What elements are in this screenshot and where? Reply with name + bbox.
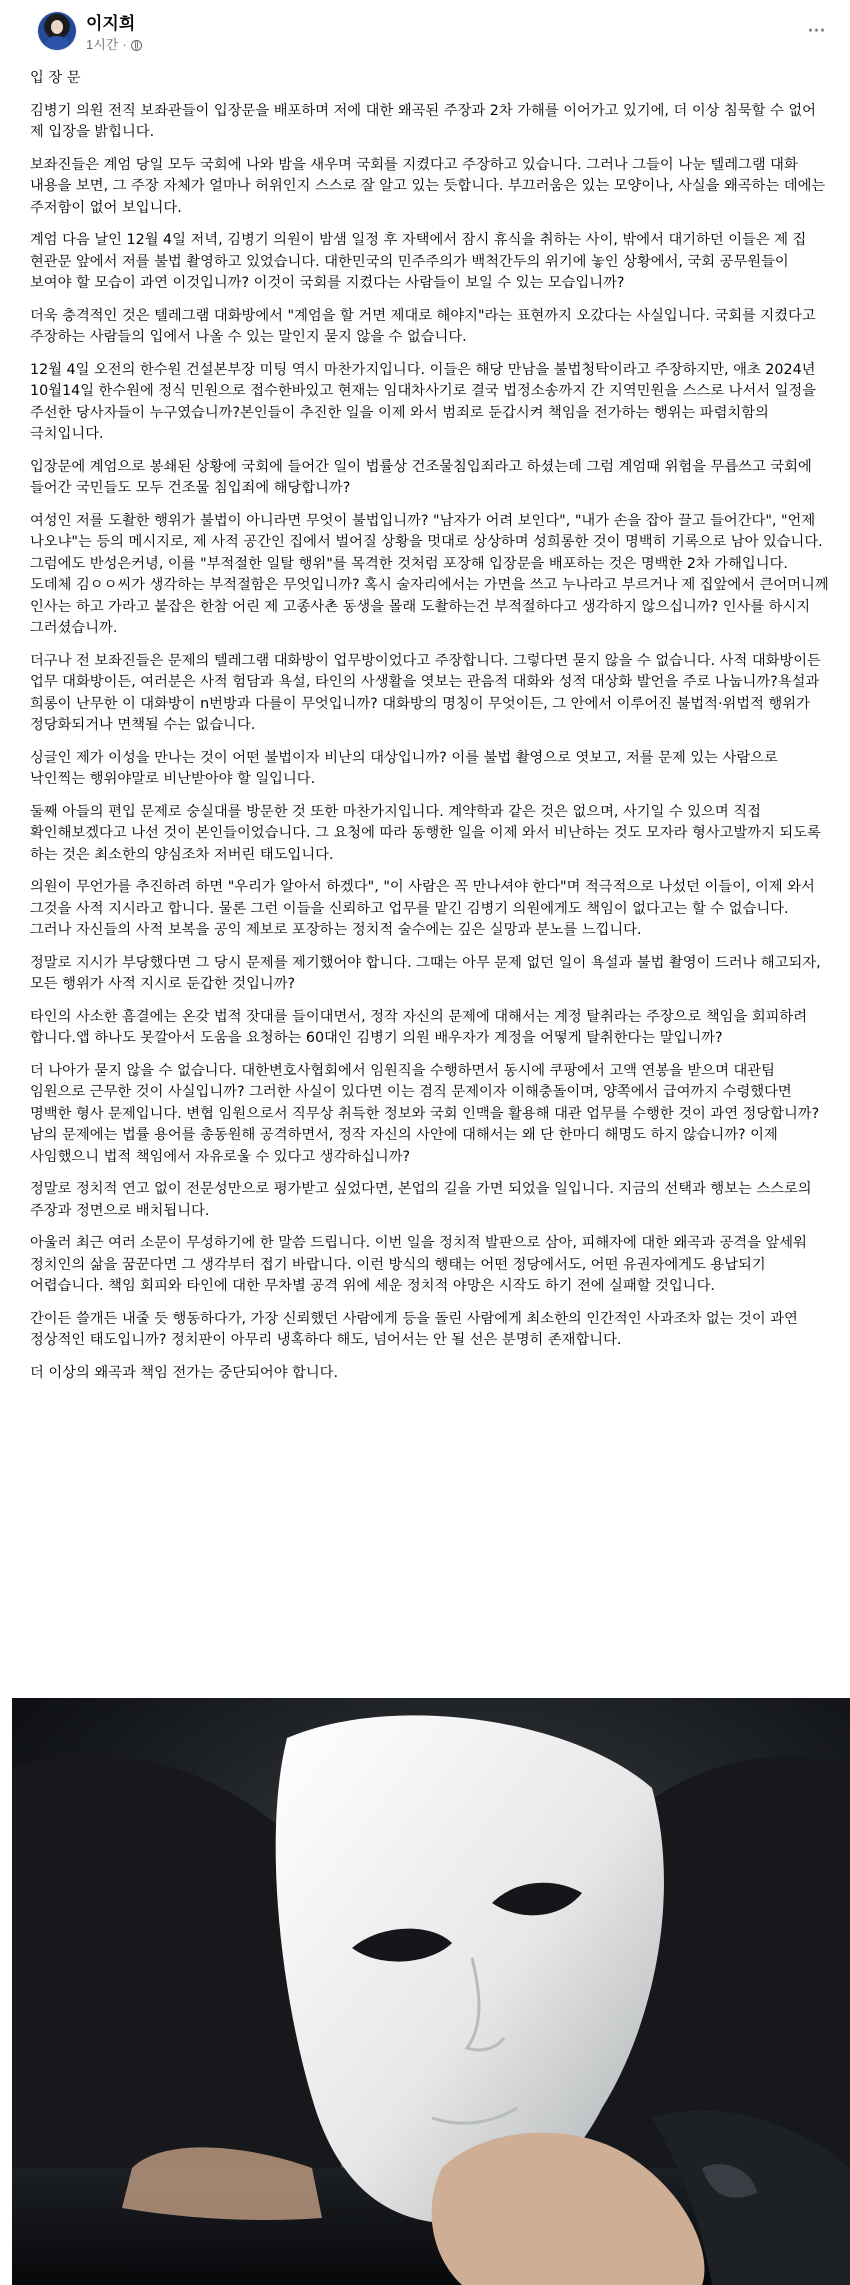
author-name[interactable]: 이지희 — [86, 14, 136, 33]
post-paragraph: 아울러 최근 여러 소문이 무성하기에 한 말씀 드립니다. 이번 일을 정치적 발판으로 삼아, 피해자에 대한 왜곡과 공격을 앞세워 정치인의 삶을 꿈꾼다면 그 생각부터 접기 바랍니다. 이런 방식의 행태는 어떤 정당에서도, 어떤 유권자에게도 용납되기 어렵습니다. 책임 회피와 타인에 대한 무차별 공격 위에 세운 정치적 야망은 시작도 하기 전에 실패할 것입니다. — [30, 1235, 812, 1294]
post-paragraph: 더 나아가 묻지 않을 수 없습니다. 대한변호사협회에서 임원직을 수행하면서 동시에 쿠팡에서 고액 연봉을 받으며 대관팀 임원으로 근무한 것이 사실입니까? 그러한 사실이 있다면 이는 겸직 문제이자 이해충돌이며, 양쪽에서 급여까지 수령했다면 명백한 형사 문제입니다. 변협 임원으로서 직무상 취득한 정보와 국회 인맥을 활용해 대관 업무를 수행한 것이 과연 정당합니까? 남의 문제에는 법률 용어를 총동원해 공격하면서, 정작 자신의 사안에 대해서는 왜 단 한마디 해명도 하지 않습니까? 이제 사임했으니 법적 책임에서 자유로울 수 있다고 생각하십니까? — [30, 1062, 824, 1165]
post-paragraph: 더구나 전 보좌진들은 문제의 텔레그램 대화방이 업무방이었다고 주장합니다. 그렇다면 묻지 않을 수 없습니다. 사적 대화방이든 업무 대화방이든, 여러분은 사적 험담과 욕설, 타인의 사생활을 엿보는 관음적 대화와 성적 대상화 발언을 주로 나눕니까?욕설과 희롱이 난무한 이 대화방이 n번방과 다를이 무엇입니까? 대화방의 명칭이 무엇이든, 그 안에서 이루어진 불법적·위법적 행위가 정당화되거나 면책될 수는 없습니다. — [30, 652, 826, 733]
post-header — [0, 0, 850, 64]
post-paragraph: 정말로 정치적 연고 없이 전문성만으로 평가받고 싶었다면, 본업의 길을 가면 되었을 일입니다. 지금의 선택과 행보는 스스로의 주장과 정면으로 배치됩니다. — [30, 1181, 817, 1219]
avatar-face — [51, 20, 63, 34]
post-paragraph: 여성인 저를 도촬한 행위가 불법이 아니라면 무엇이 불법입니까? "남자가 어려 보인다", "내가 손을 잡아 끌고 들어간다", "언제 나오냐"는 등의 메시지로, 제 사적 공간인 집에서 벌어질 상황을 멋대로 상상하며 성희롱한 것이 명백히 기록으로 남아 있습니다. 그럼에도 반성은커녕, 이를 "부적절한 일탈 행위"를 목격한 것처럼 포장해 입장문을 배포하는 것은 명백한 2차 가해입니다. 도데체 김ㅇㅇ씨가 생각하는 부적절함은 무엇입니까? 혹시 술자리에서는 가면을 쓰고 누나라고 부르거나 제 집앞에서 큰어머니께 인사는 하고 가라고 붙잡은 한참 어린 제 고종사촌 동생을 몰래 도촬하는건 부적절하다고 생각하지 않으십니까? 인사를 하시지 그러셨습니까. — [30, 512, 834, 636]
post-paragraph: 더 이상의 왜곡과 책임 전가는 중단되어야 합니다. — [30, 1364, 339, 1381]
meta-separator: · — [122, 37, 127, 52]
post-paragraph: 더욱 충격적인 것은 텔레그램 대화방에서 "계엄을 할 거면 제대로 해야지"라는 표현까지 오갔다는 사실입니다. 국회를 지켰다고 주장하는 사람들의 입에서 나올 수 있는 말인지 묻지 않을 수 없습니다. — [30, 307, 821, 345]
post-time[interactable]: 1시간 — [86, 37, 119, 52]
post-title: 입 장 문 — [30, 70, 81, 86]
post-photo[interactable] — [12, 1698, 850, 2285]
post-paragraph: 12월 4일 오전의 한수원 건설본부장 미팅 역시 마찬가지입니다. 이들은 해당 만남을 불법청탁이라고 주장하지만, 애초 2024년 10월14일 한수원에 정식 민원으로 접수한바있고 현재는 임대차사기로 결국 법정소송까지 간 지역민원을 스스로 나서서 일정을 주선한 당사자들이 누구였습니까?본인들이 추진한 일을 이제 와서 범죄로 둔갑시켜 책임을 전가하는 행위는 파렴치함의 극치입니다. — [30, 361, 821, 442]
post-paragraph: 의원이 무언가를 추진하려 하면 "우리가 알아서 하겠다", "이 사람은 꼭 만나셔야 한다"며 적극적으로 나섰던 이들이, 이제 와서 그것을 사적 지시라고 합니다. 물론 그런 이들을 신뢰하고 업무를 맡긴 김병기 의원에게도 책임이 없다고는 할 수 없습니다. 그러나 자신들의 사적 보복을 공익 제보로 포장하는 정치적 술수에는 깊은 실망과 분노를 느낍니다. — [30, 879, 820, 938]
post-paragraph: 입장문에 계엄으로 봉쇄된 상황에 국회에 들어간 일이 법률상 건조물침입죄라고 하셨는데 그럼 계엄때 위험을 무릅쓰고 국회에 들어간 국민들도 모두 건조물 침입죄에 해당합니까? — [30, 458, 817, 496]
globe-icon[interactable] — [131, 40, 142, 51]
post-paragraph: 김병기 의원 전직 보좌관들이 입장문을 배포하며 저에 대한 왜곡된 주장과 2차 가해를 이어가고 있기에, 더 이상 침묵할 수 없어 제 입장을 밝힙니다. — [30, 102, 821, 140]
post-paragraph: 보좌진들은 계엄 당일 모두 국회에 나와 밤을 새우며 국회를 지켰다고 주장하고 있습니다. 그러나 그들이 나눈 텔레그램 대화 내용을 보면, 그 주장 자체가 얼마나 허위인지 스스로 잘 알고 있는 듯합니다. 부끄러움은 있는 모양이나, 사실을 왜곡하는 데에는 주저함이 없어 보입니다. — [30, 156, 830, 216]
post-paragraph: 계엄 다음 날인 12월 4일 저녁, 김병기 의원이 밤샘 일정 후 자택에서 잠시 휴식을 취하는 사이, 밖에서 대기하던 이들은 제 집 현관문 앞에서 저를 불법 촬영하고 있었습니다. 대한민국의 민주주의가 백척간두의 위기에 놓인 상황에서, 국회 공무원들이 보여야 할 모습이 과연 이것입니까? 이것이 국회를 지켰다는 사람들이 보일 수 있는 모습입니까? — [30, 232, 811, 291]
more-icon[interactable]: ··· — [807, 19, 825, 44]
avatar-body — [44, 36, 70, 50]
post-paragraph: 간이든 쓸개든 내줄 듯 행동하다가, 가장 신뢰했던 사람에게 등을 돌린 사람에게 최소한의 인간적인 사과조차 없는 것이 과연 정상적인 태도입니까? 정치판이 아무리 냉혹하다 해도, 넘어서는 안 될 선은 분명히 존재합니다. — [30, 1310, 803, 1348]
post-meta — [86, 37, 142, 53]
post-paragraph: 싱글인 제가 이성을 만나는 것이 어떤 불법이자 비난의 대상입니까? 이를 불법 촬영으로 엿보고, 저를 문제 있는 사람으로 낙인찍는 행위야말로 비난받아야 할 일입니다. — [30, 749, 783, 787]
post-paragraph: 정말로 지시가 부당했다면 그 당시 문제를 제기했어야 합니다. 그때는 아무 문제 없던 일이 욕설과 불법 촬영이 드러나 해고되자, 모든 행위가 사적 지시로 둔갑한 것입니까? — [30, 954, 826, 992]
post-paragraph: 둘째 아들의 편입 문제로 숭실대를 방문한 것 또한 마찬가지입니다. 계약학과 같은 것은 없으며, 사기일 수 있으며 직접 확인해보겠다고 나선 것이 본인들이었습니다. 그 요청에 따라 동행한 일을 이제 와서 비난하는 것도 모자라 형사고발까지 되도록 하는 것은 최소한의 양심조차 저버린 태도입니다. — [30, 803, 826, 863]
author-avatar[interactable] — [38, 12, 76, 50]
white-mask-photo — [12, 1698, 850, 2285]
post-paragraph: 타인의 사소한 흠결에는 온갖 법적 잣대를 들이대면서, 정작 자신의 문제에 대해서는 계정 탈취라는 주장으로 책임을 회피하려 합니다.앱 하나도 못깔아서 도움을 요청하는 60대인 김병기 의원 배우자가 계정을 어떻게 탈취한다는 말입니까? — [30, 1008, 812, 1046]
post-text — [30, 68, 834, 1395]
